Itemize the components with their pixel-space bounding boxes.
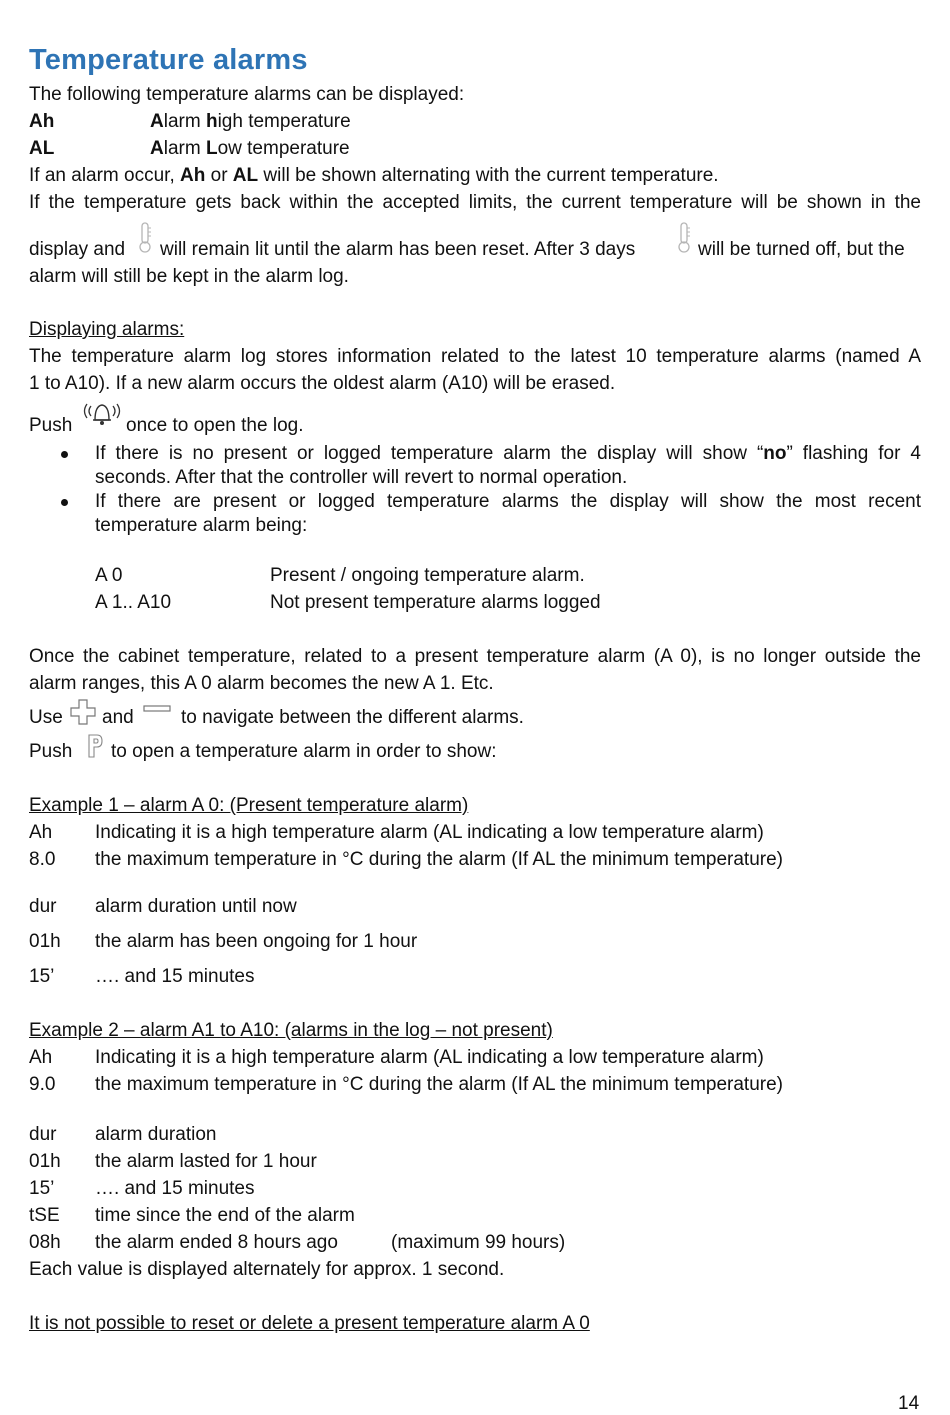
alarm-desc: Alarm high temperature [150,111,351,132]
bullet-item-recent-alarm: If there are present or logged temperature alarms the display will show the most recent temperature alarm being: [95,491,921,536]
log-line-2: 1 to A10). If a new alarm occurs the oldest alarm (A10) will be erased. [29,373,616,394]
example-row: 15’ …. and 15 minutes [29,1178,255,1199]
limits-line-2: display and will remain lit until the alarm has been reset. After 3 days will be turned off, but the [29,222,921,262]
minus-icon [143,704,171,714]
example-2-heading: Example 2 – alarm A1 to A10: (alarms in the log – not present) [29,1020,553,1041]
thermometer-icon [676,222,692,254]
example-row: Ah Indicating it is a high temperature alarm (AL indicating a low temperature alarm) [29,822,764,843]
bullet-dot [61,451,68,458]
push-once-line: Push once to open the log. [29,400,921,430]
example-row: 01h the alarm has been ongoing for 1 hour [29,931,418,952]
example-row: dur alarm duration until now [29,896,297,917]
alarm-code: AL [29,138,55,159]
example-note: (maximum 99 hours) [391,1232,566,1253]
reset-note: It is not possible to reset or delete a present temperature alarm A 0 [29,1313,590,1334]
example-row: 8.0 the maximum temperature in °C during the alarm (If AL the minimum temperature) [29,849,783,870]
cabinet-line-1: Once the cabinet temperature, related to a present temperature alarm (A 0), is no longer outside the [29,646,921,667]
intro-text: The following temperature alarms can be displayed: [29,84,465,105]
alarm-bell-icon [83,400,121,428]
use-navigate-line: Use and to navigate between the different alarms. [29,698,921,728]
alternating-text: If an alarm occur, Ah or AL will be shown alternating with the current temperature. [29,165,719,186]
push-p-line: Push to open a temperature alarm in order to show: [29,733,921,763]
each-value-text: Each value is displayed alternately for approx. 1 second. [29,1259,505,1280]
displaying-alarms-heading: Displaying alarms: [29,319,185,340]
example-row: dur alarm duration [29,1124,217,1145]
alarm-type-al [29,137,921,161]
example-row: 9.0 the maximum temperature in °C during the alarm (If AL the minimum temperature) [29,1074,783,1095]
example-row: 08h the alarm ended 8 hours ago (maximum 99 hours) [29,1232,566,1253]
example-1-heading: Example 1 – alarm A 0: (Present temperature alarm) [29,795,469,816]
alarm-desc: Alarm Low temperature [150,138,350,159]
p-key-icon [86,733,104,759]
bullet-item-no-alarm: If there is no present or logged temperature alarm the display will show “no” flashing for 4 seconds. After that the controller will revert to normal operation. [95,443,921,488]
example-row: Ah Indicating it is a high temperature alarm (AL indicating a low temperature alarm) [29,1047,764,1068]
alarm-type-ah [29,110,921,134]
alarm-code: Ah [29,111,55,132]
page-number: 14 [898,1393,920,1414]
limits-line-3: alarm will still be kept in the alarm log. [29,266,349,287]
plus-icon [69,698,97,726]
example-row: 15’ …. and 15 minutes [29,966,255,987]
bullet-dot [61,499,68,506]
page-title: Temperature alarms [29,44,308,76]
example-row: 01h the alarm lasted for 1 hour [29,1151,317,1172]
example-row: tSE time since the end of the alarm [29,1205,355,1226]
limits-line-1: If the temperature gets back within the accepted limits, the current temperature will be shown in the [29,192,921,213]
cabinet-line-2: alarm ranges, this A 0 alarm becomes the new A 1. Etc. [29,673,494,694]
log-line-1: The temperature alarm log stores information related to the latest 10 temperature alarms (named A [29,346,921,367]
thermometer-icon [137,222,153,254]
